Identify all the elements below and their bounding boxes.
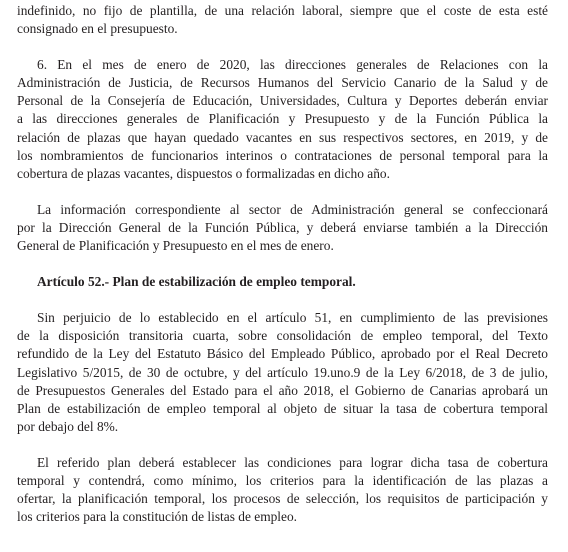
paragraph-continuation bbox=[17, 2, 548, 38]
text-line: por debajo del 8%. bbox=[17, 418, 119, 434]
text-line: temporal y contendrá, como mínimo, los criterios para la identificación de las plazas a bbox=[17, 472, 548, 488]
text-line: Sin perjuicio de lo establecido en el artículo 51, en cumplimiento de las previsiones bbox=[37, 310, 548, 326]
paragraph-information bbox=[17, 201, 548, 255]
text-line: Legislativo 5/2015, de 30 de octubre, y del artículo 19.uno.9 de la Ley 6/2018, de 3 de julio, bbox=[17, 364, 548, 380]
text-line: Personal de la Consejería de Educación, Universidades, Cultura y Deportes deberán enviar bbox=[17, 93, 548, 109]
text-line: Plan de estabilización de empleo temporal al objeto de situar la tasa de cobertura temporal bbox=[17, 400, 548, 416]
text-line: por la Dirección General de la Función Pública, y deberá enviarse también a la Dirección bbox=[17, 219, 548, 235]
paragraph-article-52 bbox=[17, 309, 548, 436]
text-line: los nombramientos de funcionarios interinos o contrataciones de personal temporal para la bbox=[17, 147, 548, 163]
text-line: de Presupuestos Generales del Estado para el año 2018, el Gobierno de Canarias aprobará un bbox=[17, 382, 548, 398]
text-line: El referido plan deberá establecer las condiciones para lograr dicha tasa de cobertura bbox=[37, 454, 548, 470]
text-line: refundido de la Ley del Estatuto Básico del Empleado Público, aprobado por el Real Decreto bbox=[17, 346, 548, 362]
document-page bbox=[17, 0, 548, 526]
text-line: General de Planificación y Presupuesto en el mes de enero. bbox=[17, 238, 334, 254]
text-line: de la disposición transitoria cuarta, sobre consolidación de empleo temporal, del Texto bbox=[17, 328, 548, 344]
paragraph-plan-conditions bbox=[17, 454, 548, 526]
paragraph-item-6 bbox=[17, 56, 548, 183]
text-line: ofertar, la planificación temporal, los procesos de selección, los requisitos de participación y bbox=[17, 491, 548, 507]
text-line: La información correspondiente al sector de Administración general se confeccionará bbox=[37, 201, 548, 217]
text-line: consignado en el presupuesto. bbox=[17, 21, 178, 37]
article-title: Artículo 52.- Plan de estabilización de empleo temporal. bbox=[37, 274, 356, 290]
text-line: relación de plazas que hayan quedado vacantes en sus respectivos sectores, en 2019, y de bbox=[17, 129, 548, 145]
text-line: a las direcciones generales de Planificación y Presupuesto y de la Función Pública la bbox=[17, 111, 548, 127]
text-line: Administración de Justicia, de Recursos Humanos del Servicio Canario de la Salud y de bbox=[17, 75, 548, 91]
text-line: indefinido, no fijo de plantilla, de una relación laboral, siempre que el coste de esta esté bbox=[17, 3, 548, 18]
text-line: los criterios para la constitución de listas de empleo. bbox=[17, 509, 298, 525]
text-line: 6. En el mes de enero de 2020, las direcciones generales de Relaciones con la bbox=[37, 57, 548, 73]
text-line: cobertura de plazas vacantes, dispuestos o formalizadas en dicho año. bbox=[17, 165, 390, 181]
